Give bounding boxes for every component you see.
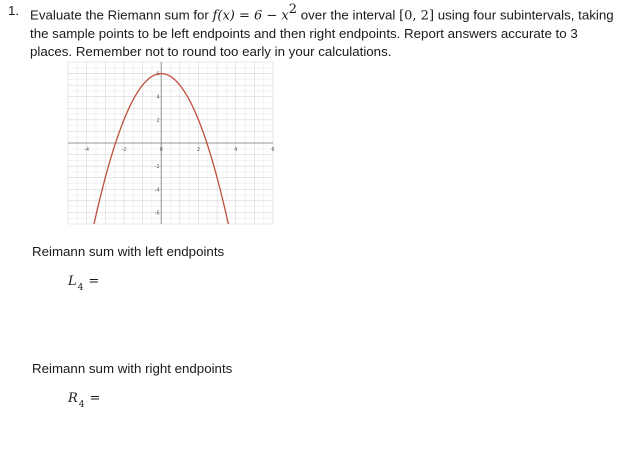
y-tick-label: -2	[154, 164, 160, 171]
question-text-interval: over the interval	[300, 7, 396, 23]
left-sum-input[interactable]	[102, 274, 302, 292]
x-tick-label: 6	[271, 147, 275, 153]
right-sum-subscript: 4	[78, 400, 85, 410]
x-tick-label: -2	[121, 147, 127, 153]
x-tick-label: 0	[159, 147, 163, 153]
interval-expression: [0, 2]	[399, 8, 435, 24]
x-tick-label: 2	[196, 147, 201, 153]
question-text	[30, 2, 620, 61]
left-sum-variable: L	[68, 274, 77, 289]
left-sum-answer	[68, 274, 100, 293]
left-sum-equals: =	[88, 274, 100, 289]
function-exponent: 2	[288, 2, 298, 17]
question-number: 1.	[8, 3, 20, 18]
function-graph	[68, 62, 273, 224]
right-sum-answer	[68, 391, 101, 410]
left-endpoints-label: Reimann sum with left endpoints	[32, 244, 225, 259]
y-tick-label: -4	[154, 187, 160, 194]
right-sum-equals: =	[89, 391, 101, 406]
graph-tick-labels	[84, 72, 274, 217]
right-sum-variable: R	[68, 391, 78, 406]
question-text-instructions: using four subintervals, taking the sample points to be left endpoints and then right endpoints. Report answers accurate to 3 places. Remember not to round too early in your calculations.	[30, 7, 614, 60]
y-tick-label: 4	[156, 94, 160, 101]
question-text-intro: Evaluate the Riemann sum for	[30, 7, 209, 23]
y-tick-label: -6	[154, 210, 160, 217]
x-tick-label: -4	[84, 147, 90, 153]
function-expression: f(x) = 6 − x	[212, 8, 289, 24]
y-tick-label: 2	[156, 117, 160, 124]
y-tick-label: 6	[156, 71, 160, 78]
left-sum-subscript: 4	[77, 283, 84, 293]
x-tick-label: 4	[234, 147, 238, 153]
right-endpoints-label: Reimann sum with right endpoints	[32, 361, 233, 376]
right-sum-input[interactable]	[102, 391, 302, 409]
